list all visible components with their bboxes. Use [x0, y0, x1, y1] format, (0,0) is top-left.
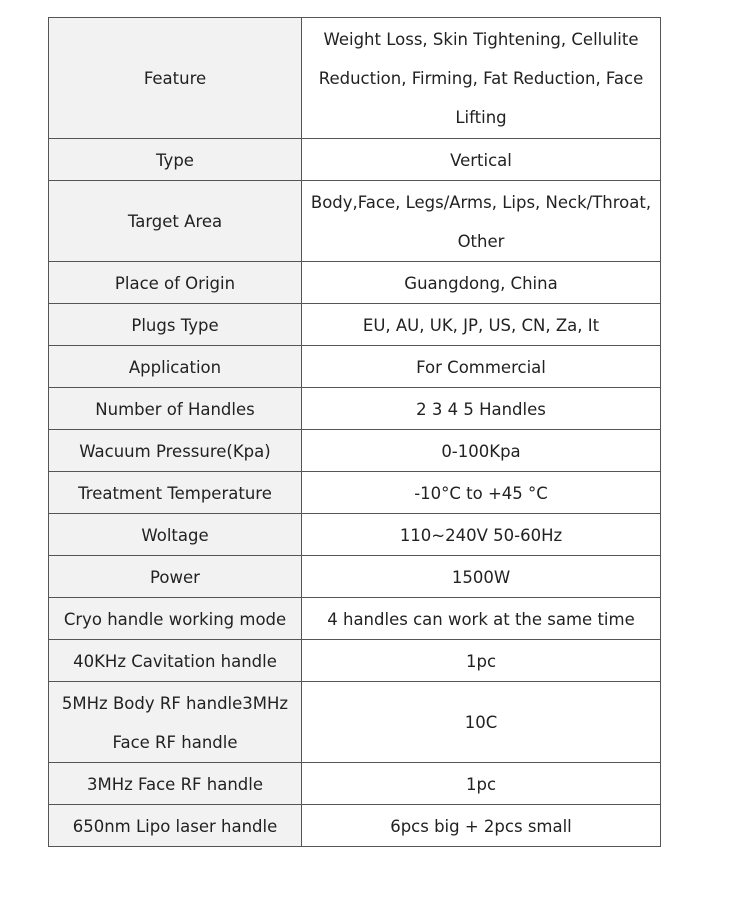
- row-label-cavitation-handle: 40KHz Cavitation handle: [49, 640, 302, 682]
- table-row: [49, 640, 661, 682]
- row-value-type: Vertical: [302, 139, 661, 181]
- row-label-type: Type: [49, 139, 302, 181]
- row-value-cryo-handle-mode: 4 handles can work at the same time: [302, 598, 661, 640]
- table-row: [49, 262, 661, 304]
- table-row: [49, 763, 661, 805]
- row-value-target-area: Body,Face, Legs/Arms, Lips, Neck/Throat, Other: [302, 181, 661, 262]
- table-row: [49, 556, 661, 598]
- table-row: [49, 805, 661, 847]
- row-value-lipo-laser-handle: 6pcs big + 2pcs small: [302, 805, 661, 847]
- row-label-power: Power: [49, 556, 302, 598]
- row-value-treatment-temperature: -10°C to +45 °C: [302, 472, 661, 514]
- row-label-cryo-handle-mode: Cryo handle working mode: [49, 598, 302, 640]
- row-label-number-of-handles: Number of Handles: [49, 388, 302, 430]
- row-label-application: Application: [49, 346, 302, 388]
- table-row: [49, 18, 661, 139]
- row-value-application: For Commercial: [302, 346, 661, 388]
- row-label-target-area: Target Area: [49, 181, 302, 262]
- row-label-place-of-origin: Place of Origin: [49, 262, 302, 304]
- row-value-feature: Weight Loss, Skin Tightening, Cellulite Reduction, Firming, Fat Reduction, Face Lifting: [302, 18, 661, 139]
- row-value-body-rf-handle: 10C: [302, 682, 661, 763]
- table-row: [49, 472, 661, 514]
- table-row: [49, 304, 661, 346]
- row-label-lipo-laser-handle: 650nm Lipo laser handle: [49, 805, 302, 847]
- row-label-face-rf-handle: 3MHz Face RF handle: [49, 763, 302, 805]
- table-row: [49, 181, 661, 262]
- row-label-body-rf-handle: 5MHz Body RF handle3MHz Face RF handle: [49, 682, 302, 763]
- row-value-power: 1500W: [302, 556, 661, 598]
- spec-table: [48, 17, 661, 847]
- table-row: [49, 388, 661, 430]
- row-label-vacuum-pressure: Wacuum Pressure(Kpa): [49, 430, 302, 472]
- row-value-voltage: 110~240V 50-60Hz: [302, 514, 661, 556]
- row-label-treatment-temperature: Treatment Temperature: [49, 472, 302, 514]
- table-row: [49, 598, 661, 640]
- row-label-feature: Feature: [49, 18, 302, 139]
- table-row: [49, 346, 661, 388]
- row-value-face-rf-handle: 1pc: [302, 763, 661, 805]
- table-row: [49, 430, 661, 472]
- row-value-vacuum-pressure: 0-100Kpa: [302, 430, 661, 472]
- table-row: [49, 514, 661, 556]
- row-value-place-of-origin: Guangdong, China: [302, 262, 661, 304]
- table-row: [49, 139, 661, 181]
- row-value-number-of-handles: 2 3 4 5 Handles: [302, 388, 661, 430]
- table-row: [49, 682, 661, 763]
- row-label-plugs-type: Plugs Type: [49, 304, 302, 346]
- row-value-cavitation-handle: 1pc: [302, 640, 661, 682]
- row-label-voltage: Woltage: [49, 514, 302, 556]
- row-value-plugs-type: EU, AU, UK, JP, US, CN, Za, It: [302, 304, 661, 346]
